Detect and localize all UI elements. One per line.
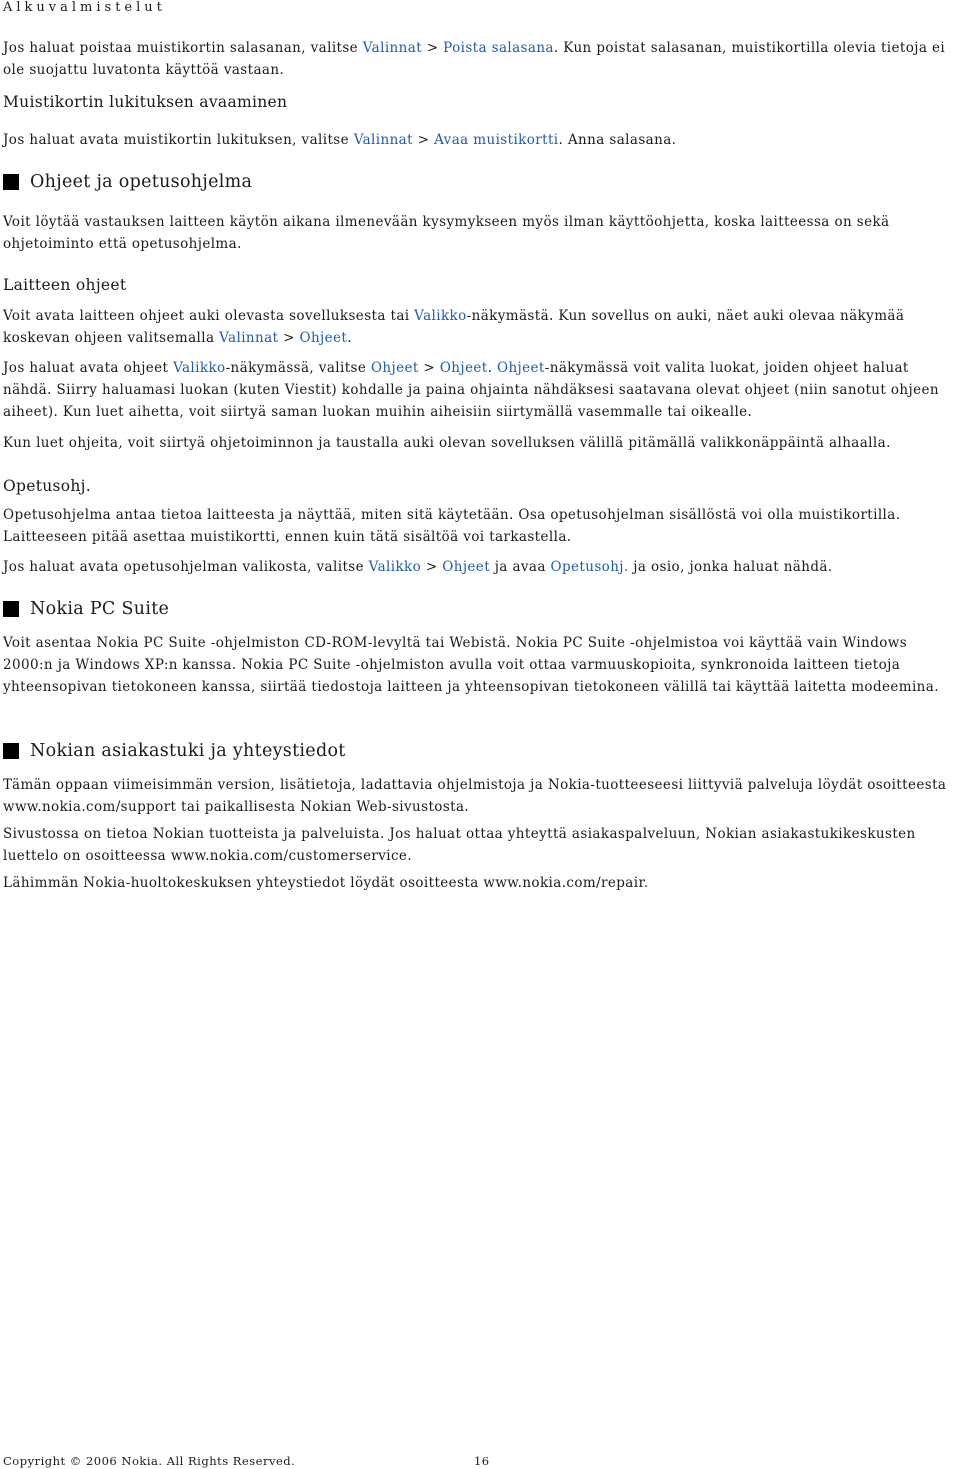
section-square-icon — [3, 174, 19, 190]
paragraph-device-help-3: Kun luet ohjeita, voit siirtyä ohjetoiminnon ja taustalla auki olevan sovelluksen välillä pitämällä valikkonäppäintä alhaalla. — [3, 435, 891, 451]
paragraph-tutorial-1: Opetusohjelma antaa tietoa laitteesta ja näyttää, miten sitä käytetään. Osa opetusohjelman sisällöstä voi olla muistikortilla. Laitteeseen pitää asettaa muistikortti, ennen kuin tätä sisältöä voi tarkastella. — [3, 507, 901, 545]
section-heading-support: Nokian asiakastuki ja yhteystiedot — [3, 741, 346, 761]
paragraph-remove-password: Jos haluat poistaa muistikortin salasanan, valitse Valinnat > Poista salasana. Kun poistat salasanan, muistikortilla olevia tietoja ei ole suojattu luvatonta käyttöä vastaan. — [3, 40, 946, 78]
menu-link-ohjeet: Ohjeet — [439, 360, 488, 376]
footer-copyright: Copyright © 2006 Nokia. All Rights Reserved. — [3, 1454, 296, 1468]
menu-link-opetusohj: Opetusohj. — [550, 559, 629, 575]
subheading-device-help: Laitteen ohjeet — [3, 276, 127, 294]
paragraph-support-3: Lähimmän Nokia-huoltokeskuksen yhteystiedot löydät osoitteesta www.nokia.com/repair. — [3, 875, 649, 891]
paragraph-help-intro: Voit löytää vastauksen laitteen käytön aikana ilmenevään kysymykseen myös ilman käyttöohjetta, koska laitteessa on sekä ohjetoiminto että opetusohjelma. — [3, 214, 890, 252]
subheading-tutorial: Opetusohj. — [3, 477, 92, 495]
subheading-unlock-card: Muistikortin lukituksen avaaminen — [3, 93, 288, 111]
paragraph-tutorial-2: Jos haluat avata opetusohjelman valikosta, valitse Valikko > Ohjeet ja avaa Opetusohj. ja osio, jonka haluat nähdä. — [3, 559, 833, 575]
paragraph-device-help-1: Voit avata laitteen ohjeet auki olevasta sovelluksesta tai Valikko-näkymästä. Kun sovellus on auki, näet auki olevaa näkymää koskevan ohjeen valitsemalla Valinnat > Ohjeet. — [3, 308, 905, 346]
running-head: Alkuvalmistelut — [3, 0, 166, 15]
menu-link-valinnat: Valinnat — [219, 330, 279, 346]
menu-link-ohjeet: Ohjeet — [370, 360, 419, 376]
menu-link-valikko: Valikko — [414, 308, 467, 324]
section-heading-pc-suite: Nokia PC Suite — [3, 599, 169, 619]
section-heading-help: Ohjeet ja opetusohjelma — [3, 172, 252, 192]
section-square-icon — [3, 601, 19, 617]
menu-link-valikko: Valikko — [173, 360, 226, 376]
menu-link-ohjeet: Ohjeet — [442, 559, 491, 575]
page-number: 16 — [474, 1454, 490, 1468]
paragraph-support-2: Sivustossa on tietoa Nokian tuotteista ja palveluista. Jos haluat ottaa yhteyttä asiakaspalveluun, Nokian asiakastukikeskusten luettelo on osoitteessa www.nokia.com/customerservice. — [3, 826, 916, 864]
paragraph-unlock-card: Jos haluat avata muistikortin lukituksen, valitse Valinnat > Avaa muistikortti. Anna salasana. — [3, 132, 677, 148]
section-square-icon — [3, 743, 19, 759]
menu-link-valinnat: Valinnat — [362, 40, 423, 56]
menu-link-avaa-muistikortti: Avaa muistikortti — [434, 132, 559, 148]
paragraph-support-1: Tämän oppaan viimeisimmän version, lisätietoja, ladattavia ohjelmistoja ja Nokia-tuotteeseesi liittyviä palveluja löydät osoitteesta www.nokia.com/support tai paikallisesta Nokian Web-sivustosta. — [3, 777, 947, 815]
menu-link-ohjeet: Ohjeet — [497, 360, 545, 376]
menu-link-poista-salasana: Poista salasana — [443, 40, 554, 56]
menu-link-ohjeet: Ohjeet — [299, 330, 348, 346]
menu-link-valinnat: Valinnat — [353, 132, 413, 148]
paragraph-pc-suite: Voit asentaa Nokia PC Suite -ohjelmiston CD-ROM-levyltä tai Webistä. Nokia PC Suite -ohjelmistoa voi käyttää vain Windows 2000:n ja Windows XP:n kanssa. Nokia PC Suite -ohjelmiston avulla voit ottaa varmuuskopioita, synkronoida laitteen tietoja yhteensopivan tietokoneen kanssa, siirtää tiedostoja laitteen ja yhteensopivan tietokoneen välillä tai käyttää laitetta modeemina. — [3, 635, 939, 695]
paragraph-device-help-2: Jos haluat avata ohjeet Valikko-näkymässä, valitse Ohjeet > Ohjeet. Ohjeet-näkymässä voit valita luokat, joiden ohjeet haluat nähdä. Siirry haluamasi luokan (kuten Viestit) kohdalle ja paina ohjainta nähdäksesi saatavana olevat ohjeet (niin sanotut ohjeen aiheet). Kun luet aihetta, voit siirtyä saman luokan muihin aiheisiin siirtymällä vasemmalle tai oikealle. — [3, 360, 939, 420]
menu-link-valikko: Valikko — [368, 559, 422, 575]
